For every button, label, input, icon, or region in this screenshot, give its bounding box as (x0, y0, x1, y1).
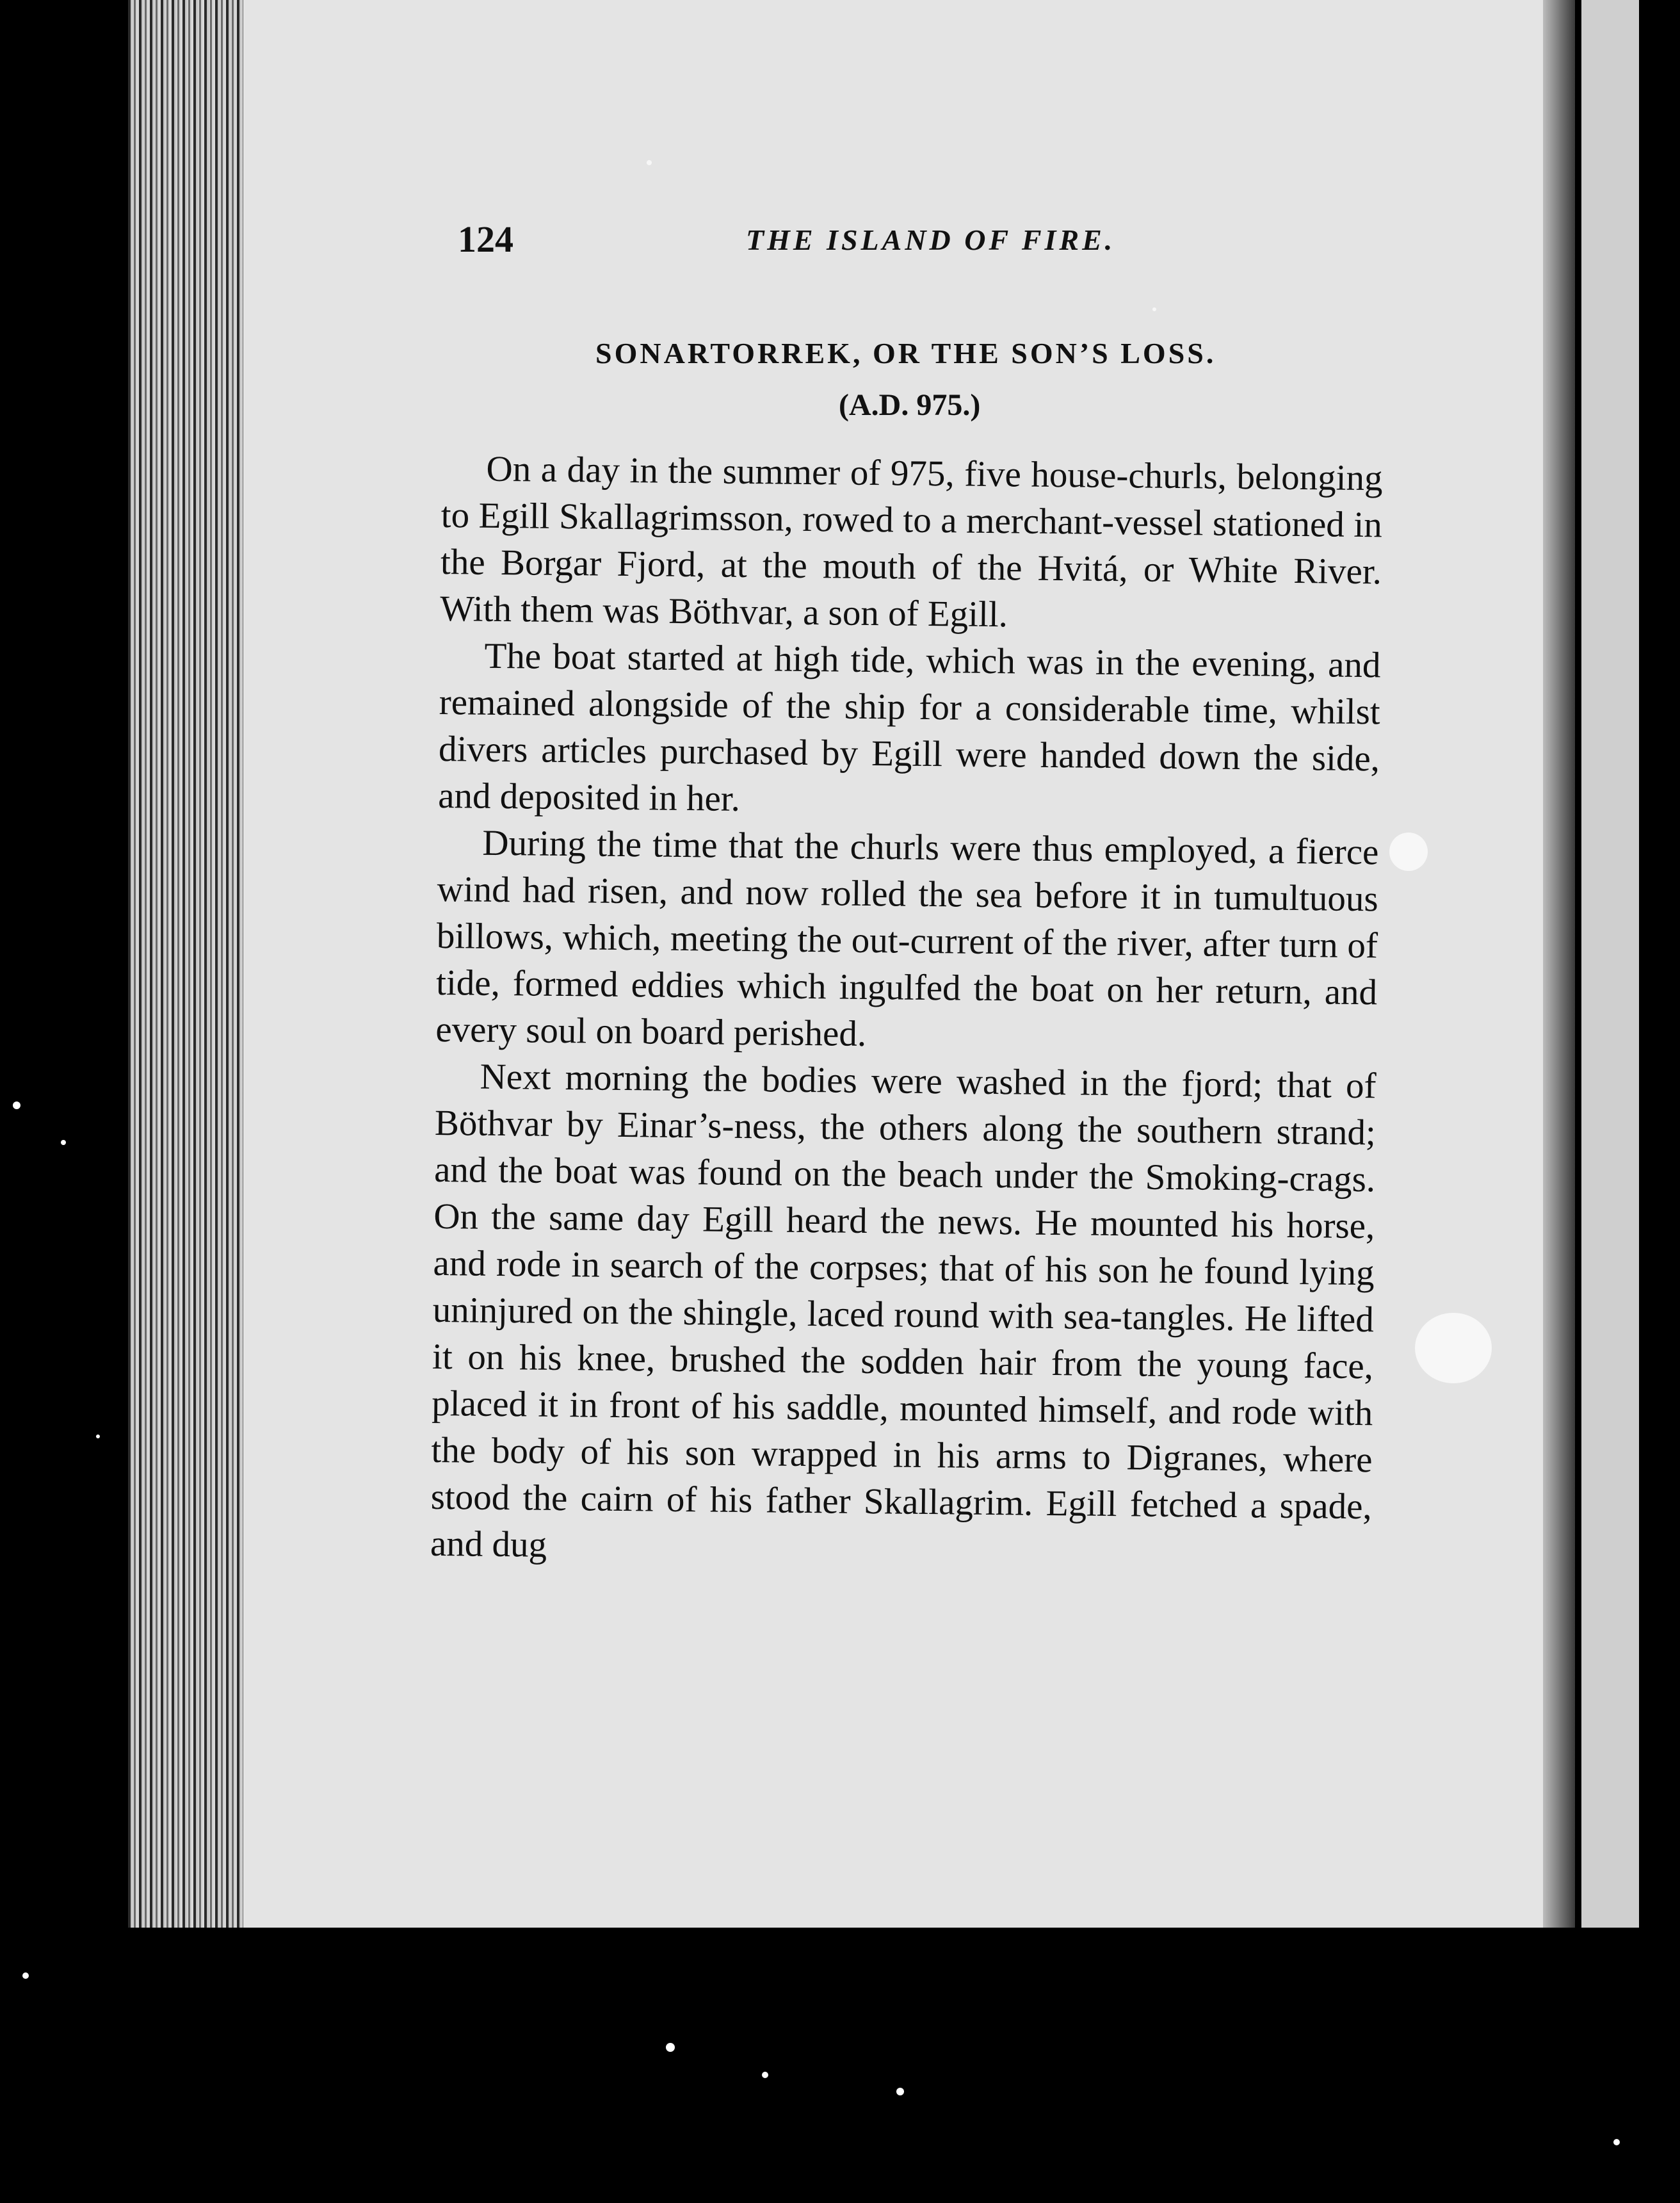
page-edges (128, 0, 250, 1928)
paragraph: On a day in the summer of 975, five house-churls, belonging to Egill Skallagrimsson, rowed to a merchant-vessel stationed in the Borgar Fjord, at the mouth of the Hvitá, or White River. With them was Böthvar, a son of Egill. (439, 448, 1383, 635)
chapter-date: (A.D. 975.) (839, 388, 981, 422)
scan-border (1639, 0, 1680, 1928)
chapter-heading: SONARTORREK, OR THE SON’S LOSS. (595, 337, 1216, 370)
running-title: THE ISLAND OF FIRE. (746, 224, 1116, 256)
page-number: 124 (458, 218, 513, 260)
book-gutter (1543, 0, 1575, 1928)
paragraph: The boat started at high tide, which was in the evening, and remained alongside of the ship for a considerable time, whilst divers articles purchased by Egill were handed down the side, and deposited in her. (437, 635, 1381, 819)
paragraph: Next morning the bodies were washed in the fjord; that of Böthvar by Einar’s-ness, the others along the southern strand; and the boat was found on the beach under the Smoking-crags. On the same day Egill heard the news. He mounted his horse, and rode in search of the corpses; that of his son he found lying uninjured on the shingle, laced round with sea-tangles. He lifted it on his knee, brushed the sodden hair from the young face, placed it in front of his saddle, mounted himself, and rode with the body of his son wrapped in his arms to Digranes, where stood the cairn of his father Skallagrim. Egill fetched a spade, and dug (430, 1056, 1377, 1565)
running-head (458, 218, 1136, 275)
paragraph: During the time that the churls were thus employed, a fierce wind had risen, and now rolled the sea before it in tumultuous billows, which, meeting the out-current of the river, after turn of tide, formed eddies which ingulfed the boat on her return, and every soul on board perished. (435, 822, 1379, 1054)
body-text (430, 445, 1383, 1577)
